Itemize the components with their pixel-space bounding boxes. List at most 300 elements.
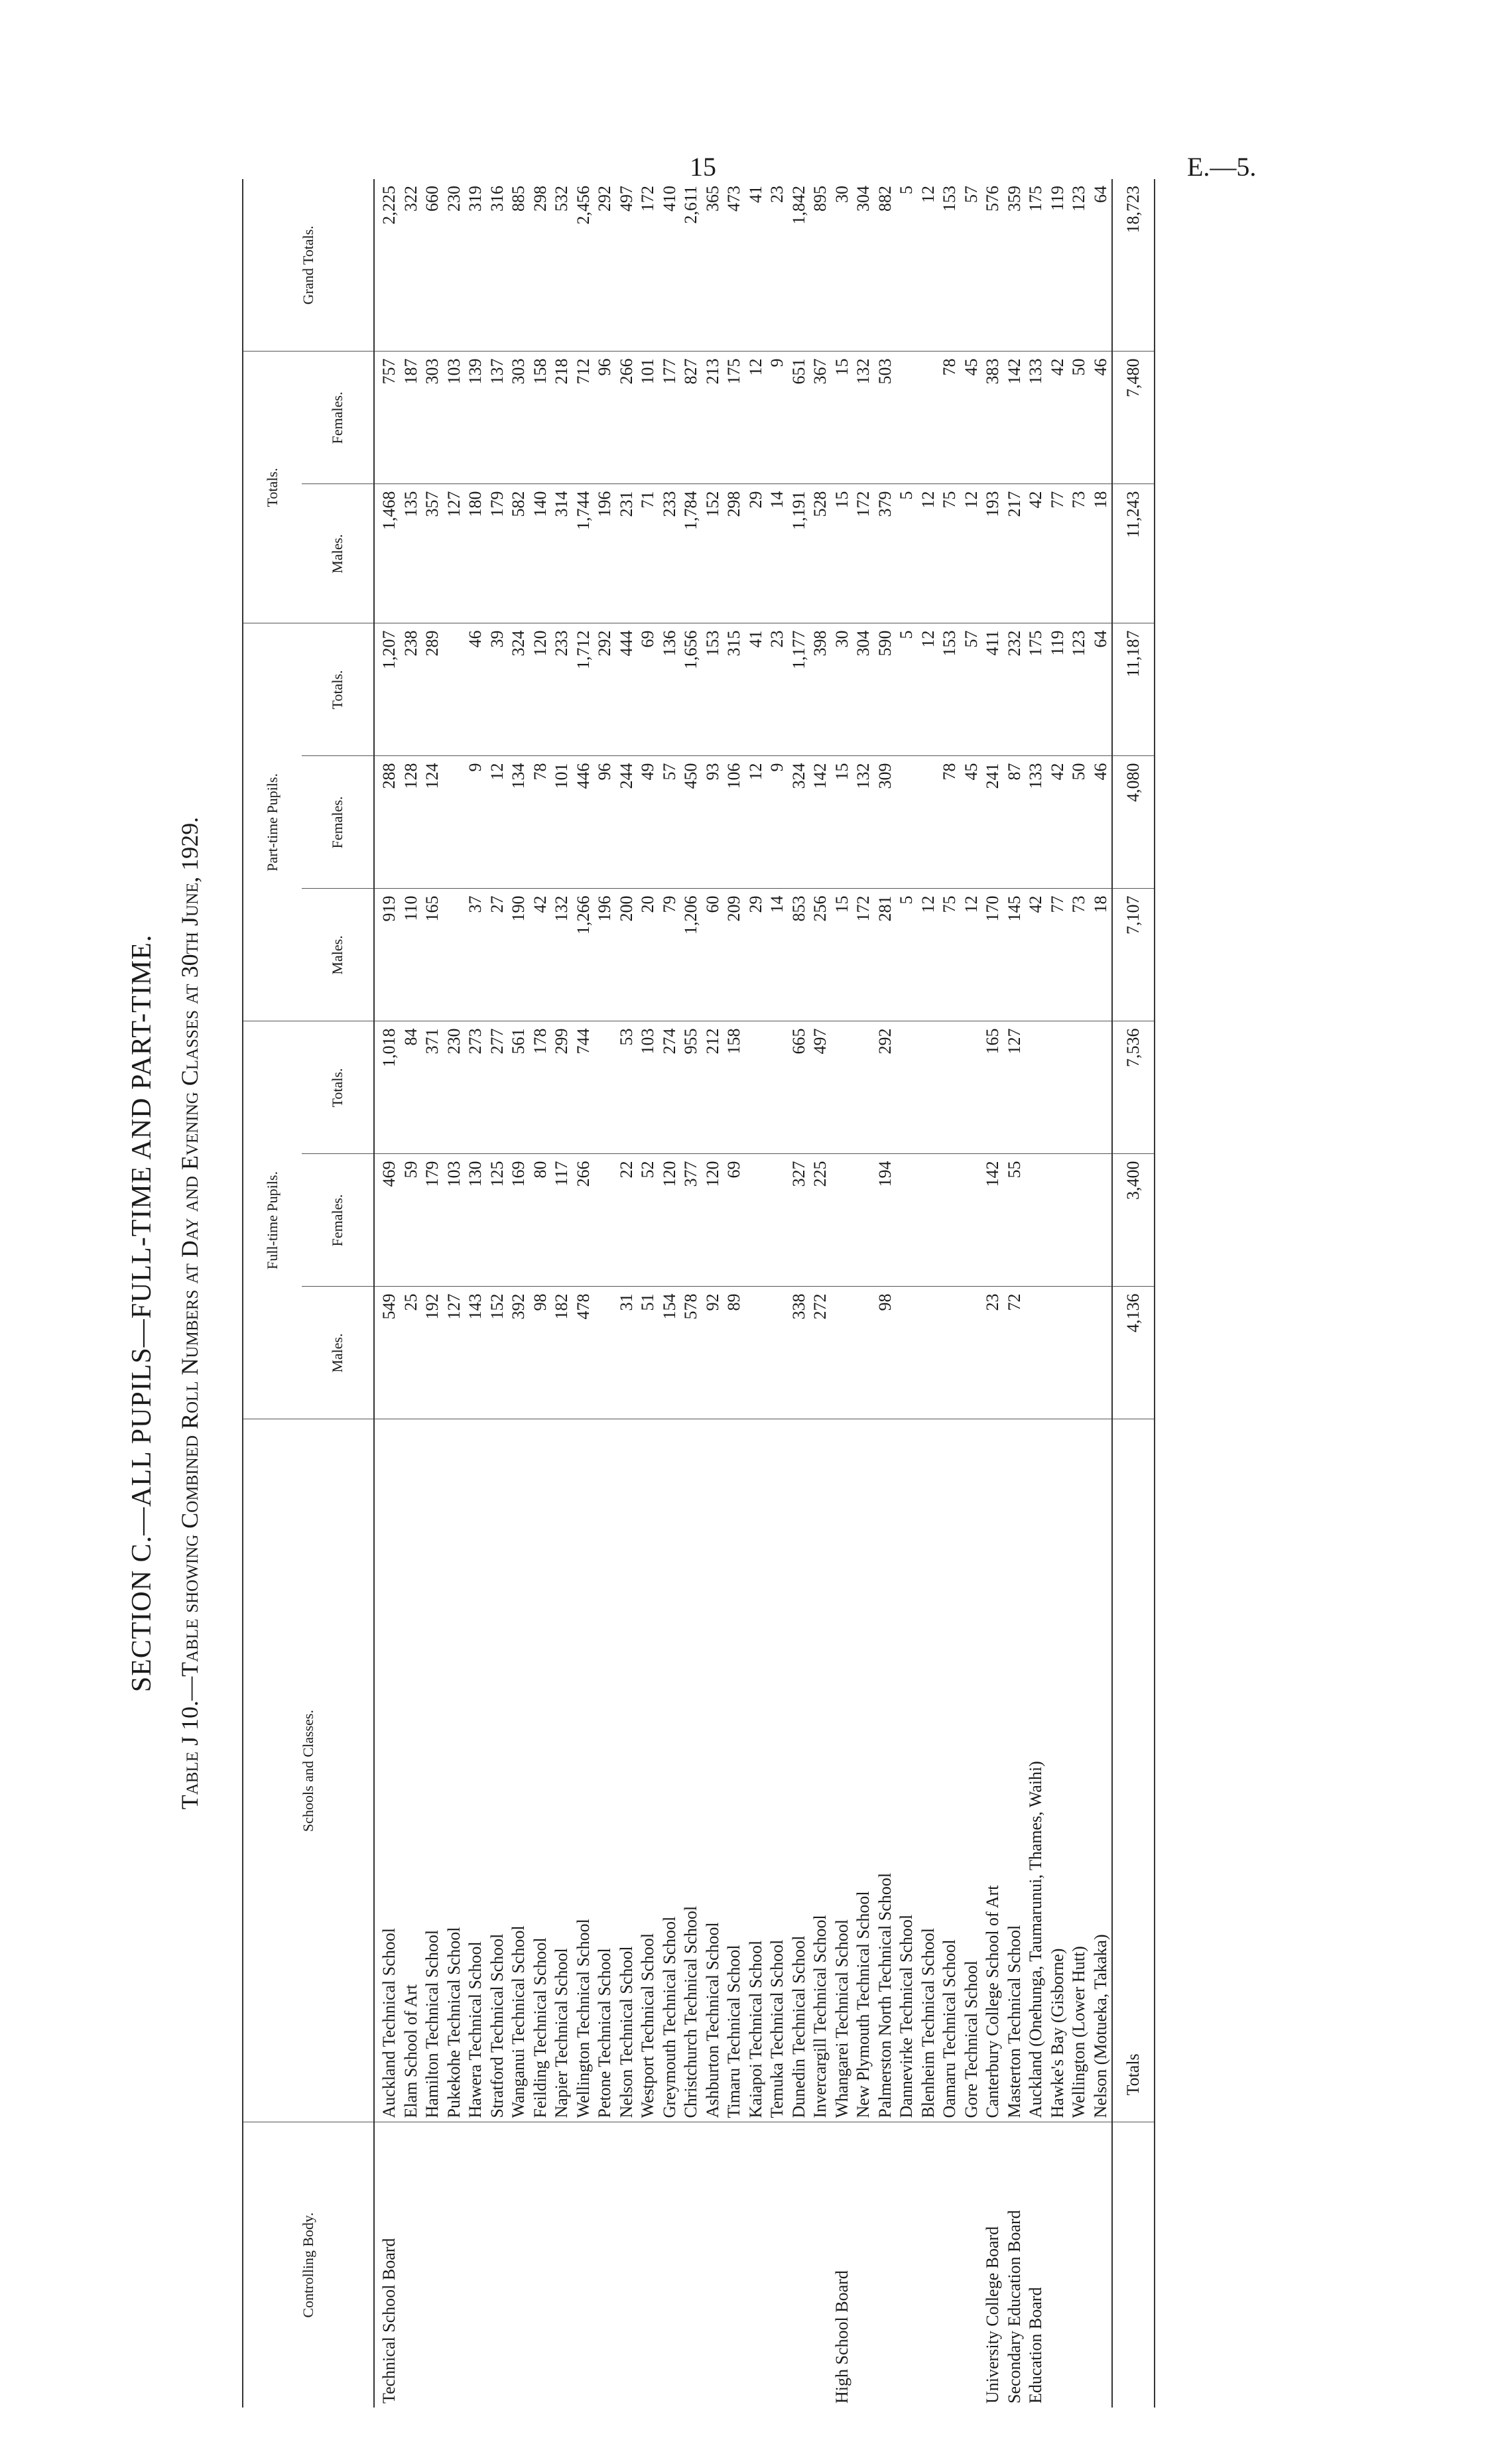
ft-males-cell: 31 <box>616 1287 638 1419</box>
grand-total-cell: 885 <box>508 179 530 352</box>
school-name-cell: Greymouth Technical School <box>659 1419 681 2122</box>
pt-females-cell: 12 <box>487 756 509 889</box>
ft-females-cell <box>961 1154 983 1287</box>
pt-totals-cell: 1,656 <box>680 623 702 756</box>
controlling-body-cell <box>573 2122 595 2408</box>
ft-totals-cell: 127 <box>1004 1021 1026 1154</box>
ft-females-cell <box>832 1154 853 1287</box>
ft-totals-cell <box>1025 1021 1047 1154</box>
controlling-body-cell <box>939 2122 961 2408</box>
t-females-cell: 158 <box>530 352 552 484</box>
totals-pt-totals: 11,187 <box>1112 623 1155 756</box>
ft-females-cell: 266 <box>573 1154 595 1287</box>
table-row <box>788 179 810 2408</box>
grand-total-cell: 172 <box>637 179 659 352</box>
grand-total-cell: 119 <box>1047 179 1069 352</box>
t-females-cell: 177 <box>659 352 681 484</box>
school-name-cell: Masterton Technical School <box>1004 1419 1026 2122</box>
school-name-cell: Blenheim Technical School <box>918 1419 940 2122</box>
controlling-body-cell <box>853 2122 875 2408</box>
ft-totals-cell: 178 <box>530 1021 552 1154</box>
pt-totals-cell: 289 <box>422 623 444 756</box>
t-females-cell: 266 <box>616 352 638 484</box>
grand-total-cell: 30 <box>832 179 853 352</box>
t-females-cell: 651 <box>788 352 810 484</box>
pt-females-cell: 45 <box>961 756 983 889</box>
school-name-cell: Hamilton Technical School <box>422 1419 444 2122</box>
t-females-cell: 139 <box>465 352 487 484</box>
ft-females-cell: 225 <box>810 1154 832 1287</box>
t-males-cell: 196 <box>594 484 616 623</box>
pt-males-cell: 200 <box>616 889 638 1021</box>
school-name-cell: Wellington Technical School <box>573 1419 595 2122</box>
ft-males-cell: 89 <box>724 1287 745 1419</box>
grand-total-cell: 882 <box>875 179 897 352</box>
pt-totals-cell: 444 <box>616 623 638 756</box>
controlling-body-cell <box>1047 2122 1069 2408</box>
ft-males-cell: 338 <box>788 1287 810 1419</box>
ft-totals-cell <box>896 1021 918 1154</box>
ft-females-cell <box>896 1154 918 1287</box>
controlling-body-cell <box>767 2122 788 2408</box>
ft-totals-cell <box>918 1021 940 1154</box>
ft-males-cell <box>939 1287 961 1419</box>
table-row <box>374 179 401 2408</box>
pt-males-cell: 196 <box>594 889 616 1021</box>
ft-males-cell: 98 <box>530 1287 552 1419</box>
ft-females-cell <box>594 1154 616 1287</box>
totals-t-males: 11,243 <box>1112 484 1155 623</box>
ft-totals-cell: 371 <box>422 1021 444 1154</box>
t-females-cell: 503 <box>875 352 897 484</box>
controlling-body-cell <box>637 2122 659 2408</box>
ft-females-cell: 169 <box>508 1154 530 1287</box>
ft-totals-cell: 165 <box>982 1021 1004 1154</box>
ft-totals-cell: 103 <box>637 1021 659 1154</box>
controlling-body-cell <box>810 2122 832 2408</box>
totals-ft-males: 4,136 <box>1112 1287 1155 1419</box>
pt-totals-cell: 39 <box>487 623 509 756</box>
t-females-cell: 46 <box>1090 352 1113 484</box>
ft-totals-cell <box>745 1021 767 1154</box>
pt-females-cell: 324 <box>788 756 810 889</box>
t-males-cell: 528 <box>810 484 832 623</box>
t-males-cell: 5 <box>896 484 918 623</box>
school-name-cell: Wanganui Technical School <box>508 1419 530 2122</box>
totals-ft-females: 3,400 <box>1112 1154 1155 1287</box>
totals-pt-males: 7,107 <box>1112 889 1155 1021</box>
pt-males-cell: 209 <box>724 889 745 1021</box>
ft-males-cell: 72 <box>1004 1287 1026 1419</box>
t-females-cell: 133 <box>1025 352 1047 484</box>
controlling-body-cell <box>680 2122 702 2408</box>
t-females-cell: 78 <box>939 352 961 484</box>
t-females-cell: 175 <box>724 352 745 484</box>
pt-males-cell: 14 <box>767 889 788 1021</box>
pt-males-cell: 172 <box>853 889 875 1021</box>
ft-totals-cell: 212 <box>702 1021 724 1154</box>
school-name-cell: Canterbury College School of Art <box>982 1419 1004 2122</box>
pt-totals-cell: 30 <box>832 623 853 756</box>
t-females-cell: 303 <box>422 352 444 484</box>
pt-males-cell: 79 <box>659 889 681 1021</box>
ft-females-cell: 117 <box>551 1154 573 1287</box>
controlling-body-cell <box>508 2122 530 2408</box>
school-name-cell: Napier Technical School <box>551 1419 573 2122</box>
ft-males-cell <box>594 1287 616 1419</box>
pt-females-cell: 133 <box>1025 756 1047 889</box>
ft-females-cell: 327 <box>788 1154 810 1287</box>
table-row <box>918 179 940 2408</box>
t-males-cell: 135 <box>401 484 422 623</box>
controlling-body-cell <box>487 2122 509 2408</box>
t-males-cell: 71 <box>637 484 659 623</box>
grand-total-cell: 12 <box>918 179 940 352</box>
t-males-cell: 233 <box>659 484 681 623</box>
pt-males-cell: 27 <box>487 889 509 1021</box>
t-females-cell: 132 <box>853 352 875 484</box>
pt-totals-cell: 238 <box>401 623 422 756</box>
controlling-body-cell <box>659 2122 681 2408</box>
controlling-body-cell <box>422 2122 444 2408</box>
header-ft-females: Females. <box>302 1154 374 1287</box>
pt-females-cell: 96 <box>594 756 616 889</box>
t-females-cell: 103 <box>444 352 466 484</box>
header-t-males: Males. <box>302 484 374 623</box>
pt-females-cell: 288 <box>374 756 401 889</box>
school-name-cell: Timaru Technical School <box>724 1419 745 2122</box>
ft-females-cell <box>1025 1154 1047 1287</box>
pt-totals-cell: 41 <box>745 623 767 756</box>
ft-males-cell <box>853 1287 875 1419</box>
school-name-cell: Christchurch Technical School <box>680 1419 702 2122</box>
t-males-cell: 12 <box>961 484 983 623</box>
grand-total-cell: 316 <box>487 179 509 352</box>
t-males-cell: 357 <box>422 484 444 623</box>
ft-females-cell: 22 <box>616 1154 638 1287</box>
pt-totals-cell: 46 <box>465 623 487 756</box>
controlling-body-cell: Education Board <box>1026 2287 1045 2404</box>
ft-totals-cell: 497 <box>810 1021 832 1154</box>
totals-t-females: 7,480 <box>1112 352 1155 484</box>
pt-totals-cell: 590 <box>875 623 897 756</box>
pt-females-cell: 9 <box>465 756 487 889</box>
ft-males-cell: 23 <box>982 1287 1004 1419</box>
ft-totals-cell: 744 <box>573 1021 595 1154</box>
table-row <box>875 179 897 2408</box>
ft-females-cell: 142 <box>982 1154 1004 1287</box>
t-females-cell: 12 <box>745 352 767 484</box>
sheet-reference: E.—5. <box>1187 152 1257 182</box>
ft-females-cell: 69 <box>724 1154 745 1287</box>
t-males-cell: 217 <box>1004 484 1026 623</box>
pt-males-cell <box>444 889 466 1021</box>
table-row <box>982 179 1004 2408</box>
pt-totals-cell: 292 <box>594 623 616 756</box>
header-controlling-body: Controlling Body. <box>300 2212 316 2318</box>
pt-females-cell: 57 <box>659 756 681 889</box>
ft-totals-cell <box>1068 1021 1090 1154</box>
pt-females-cell: 309 <box>875 756 897 889</box>
t-males-cell: 152 <box>702 484 724 623</box>
totals-body-cell <box>1112 2122 1155 2408</box>
pt-totals-cell: 123 <box>1068 623 1090 756</box>
pt-totals-cell: 1,712 <box>573 623 595 756</box>
grand-total-cell: 576 <box>982 179 1004 352</box>
header-schools: Schools and Classes. <box>243 1419 374 2122</box>
t-males-cell: 193 <box>982 484 1004 623</box>
ft-females-cell <box>767 1154 788 1287</box>
pt-females-cell: 15 <box>832 756 853 889</box>
school-name-cell: Palmerston North Technical School <box>875 1419 897 2122</box>
pt-males-cell: 132 <box>551 889 573 1021</box>
controlling-body-cell <box>961 2122 983 2408</box>
ft-females-cell: 55 <box>1004 1154 1026 1287</box>
pt-totals-cell: 1,177 <box>788 623 810 756</box>
t-males-cell: 582 <box>508 484 530 623</box>
pt-males-cell: 20 <box>637 889 659 1021</box>
pt-totals-cell: 398 <box>810 623 832 756</box>
ft-males-cell: 578 <box>680 1287 702 1419</box>
pt-totals-cell: 57 <box>961 623 983 756</box>
pt-females-cell: 128 <box>401 756 422 889</box>
controlling-body-cell <box>896 2122 918 2408</box>
ft-males-cell: 154 <box>659 1287 681 1419</box>
ft-females-cell: 103 <box>444 1154 466 1287</box>
t-females-cell: 187 <box>401 352 422 484</box>
table-row <box>616 179 638 2408</box>
pt-males-cell: 73 <box>1068 889 1090 1021</box>
ft-totals-cell: 274 <box>659 1021 681 1154</box>
school-name-cell: Feilding Technical School <box>530 1419 552 2122</box>
ft-males-cell <box>896 1287 918 1419</box>
grand-total-cell: 298 <box>530 179 552 352</box>
header-totals: Totals. <box>243 352 302 623</box>
t-males-cell: 231 <box>616 484 638 623</box>
controlling-body-cell <box>1090 2122 1113 2408</box>
ft-females-cell <box>1068 1154 1090 1287</box>
ft-males-cell <box>745 1287 767 1419</box>
t-females-cell: 218 <box>551 352 573 484</box>
school-name-cell: Nelson (Motueka, Takaka) <box>1090 1419 1113 2122</box>
controlling-body-cell <box>724 2122 745 2408</box>
controlling-body-cell <box>788 2122 810 2408</box>
pt-males-cell: 919 <box>374 889 401 1021</box>
t-males-cell: 298 <box>724 484 745 623</box>
ft-totals-cell <box>961 1021 983 1154</box>
table-row <box>810 179 832 2408</box>
section-title: SECTION C.—ALL PUPILS—FULL-TIME AND PART-TIME. <box>127 934 157 1693</box>
ft-males-cell <box>1068 1287 1090 1419</box>
controlling-body-cell <box>465 2122 487 2408</box>
header-full-time: Full-time Pupils. <box>243 1021 302 1419</box>
grand-total-cell: 5 <box>896 179 918 352</box>
ft-females-cell: 120 <box>659 1154 681 1287</box>
school-name-cell: Hawke's Bay (Gisborne) <box>1047 1419 1069 2122</box>
ft-females-cell: 52 <box>637 1154 659 1287</box>
t-males-cell: 29 <box>745 484 767 623</box>
table-row <box>896 179 918 2408</box>
ft-totals-cell <box>1090 1021 1113 1154</box>
t-males-cell: 172 <box>853 484 875 623</box>
pt-females-cell: 12 <box>745 756 767 889</box>
controlling-body-cell <box>551 2122 573 2408</box>
pt-males-cell: 256 <box>810 889 832 1021</box>
grand-total-cell: 2,456 <box>573 179 595 352</box>
controlling-body-cell <box>401 2122 422 2408</box>
grand-total-cell: 64 <box>1090 179 1113 352</box>
header-t-females: Females. <box>302 352 374 484</box>
pt-males-cell: 853 <box>788 889 810 1021</box>
ft-totals-cell: 277 <box>487 1021 509 1154</box>
t-males-cell: 314 <box>551 484 573 623</box>
school-name-cell: Wellington (Lower Hutt) <box>1068 1419 1090 2122</box>
school-name-cell: Whangarei Technical School <box>832 1419 853 2122</box>
pt-females-cell: 244 <box>616 756 638 889</box>
t-males-cell: 14 <box>767 484 788 623</box>
pt-totals-cell: 233 <box>551 623 573 756</box>
pt-totals-cell: 12 <box>918 623 940 756</box>
pt-males-cell: 170 <box>982 889 1004 1021</box>
pt-males-cell: 29 <box>745 889 767 1021</box>
school-name-cell: Kaiapoi Technical School <box>745 1419 767 2122</box>
t-females-cell: 757 <box>374 352 401 484</box>
controlling-body-cell: Secondary Education Board <box>1004 2210 1024 2404</box>
grand-total-cell: 365 <box>702 179 724 352</box>
school-name-cell: Petone Technical School <box>594 1419 616 2122</box>
table-title: Table J 10.—Table showing Combined Roll Numbers at Day and Evening Classes at 30th June, 1929. <box>176 816 203 1810</box>
t-males-cell: 73 <box>1068 484 1090 623</box>
pt-females-cell <box>918 756 940 889</box>
table-row <box>702 179 724 2408</box>
ft-totals-cell: 665 <box>788 1021 810 1154</box>
ft-females-cell <box>745 1154 767 1287</box>
grand-total-cell: 319 <box>465 179 487 352</box>
table-row <box>1004 179 1026 2408</box>
table-row <box>1047 179 1069 2408</box>
pt-males-cell: 77 <box>1047 889 1069 1021</box>
pt-totals-cell: 175 <box>1025 623 1047 756</box>
t-females-cell <box>896 352 918 484</box>
pt-males-cell: 110 <box>401 889 422 1021</box>
school-name-cell: Auckland Technical School <box>374 1419 401 2122</box>
t-males-cell: 1,468 <box>374 484 401 623</box>
t-females-cell: 42 <box>1047 352 1069 484</box>
ft-totals-cell: 955 <box>680 1021 702 1154</box>
grand-total-cell: 497 <box>616 179 638 352</box>
header-part-time: Part-time Pupils. <box>243 623 302 1021</box>
t-males-cell: 179 <box>487 484 509 623</box>
ft-totals-cell <box>594 1021 616 1154</box>
ft-totals-cell: 84 <box>401 1021 422 1154</box>
controlling-body-cell <box>918 2122 940 2408</box>
ft-males-cell <box>961 1287 983 1419</box>
pt-totals-cell: 23 <box>767 623 788 756</box>
pt-males-cell: 60 <box>702 889 724 1021</box>
controlling-body-cell <box>702 2122 724 2408</box>
pt-females-cell: 241 <box>982 756 1004 889</box>
ft-females-cell: 59 <box>401 1154 422 1287</box>
ft-males-cell: 392 <box>508 1287 530 1419</box>
pt-females-cell: 78 <box>530 756 552 889</box>
t-females-cell: 45 <box>961 352 983 484</box>
ft-males-cell: 478 <box>573 1287 595 1419</box>
school-name-cell: Dunedin Technical School <box>788 1419 810 2122</box>
controlling-body-cell <box>875 2122 897 2408</box>
grand-total-cell: 895 <box>810 179 832 352</box>
pt-males-cell: 145 <box>1004 889 1026 1021</box>
school-name-cell: Nelson Technical School <box>616 1419 638 2122</box>
pt-males-cell: 42 <box>530 889 552 1021</box>
ft-females-cell: 130 <box>465 1154 487 1287</box>
controlling-body-cell: High School Board <box>832 2270 851 2404</box>
grand-total-cell: 322 <box>401 179 422 352</box>
school-name-cell: Ashburton Technical School <box>702 1419 724 2122</box>
school-name-cell: Invercargill Technical School <box>810 1419 832 2122</box>
totals-row <box>1112 179 1155 2408</box>
ft-males-cell <box>918 1287 940 1419</box>
ft-males-cell <box>1047 1287 1069 1419</box>
totals-ft-totals: 7,536 <box>1112 1021 1155 1154</box>
ft-females-cell <box>918 1154 940 1287</box>
pt-totals-cell: 153 <box>939 623 961 756</box>
controlling-body-cell <box>616 2122 638 2408</box>
t-males-cell: 180 <box>465 484 487 623</box>
totals-label: Totals <box>1112 1419 1155 2122</box>
ft-males-cell <box>832 1287 853 1419</box>
header-pt-females: Females. <box>302 756 374 889</box>
pt-males-cell: 165 <box>422 889 444 1021</box>
controlling-body-cell <box>530 2122 552 2408</box>
pt-totals-cell: 232 <box>1004 623 1026 756</box>
table-row <box>939 179 961 2408</box>
totals-grand: 18,723 <box>1112 179 1155 352</box>
pt-totals-cell: 411 <box>982 623 1004 756</box>
table-row <box>573 179 595 2408</box>
header-ft-males: Males. <box>302 1287 374 1419</box>
grand-total-cell: 532 <box>551 179 573 352</box>
pt-totals-cell: 324 <box>508 623 530 756</box>
ft-females-cell <box>853 1154 875 1287</box>
school-name-cell: Auckland (Onehunga, Taumarunui, Thames, Waihi) <box>1025 1419 1047 2122</box>
school-name-cell: Westport Technical School <box>637 1419 659 2122</box>
pt-males-cell: 15 <box>832 889 853 1021</box>
header-ft-totals: Totals. <box>302 1021 374 1154</box>
controlling-body-cell <box>594 2122 616 2408</box>
ft-males-cell: 143 <box>465 1287 487 1419</box>
pt-totals-cell: 136 <box>659 623 681 756</box>
pt-totals-cell: 304 <box>853 623 875 756</box>
table-row <box>724 179 745 2408</box>
pt-males-cell: 1,206 <box>680 889 702 1021</box>
ft-totals-cell: 158 <box>724 1021 745 1154</box>
table-row <box>530 179 552 2408</box>
ft-males-cell <box>767 1287 788 1419</box>
ft-males-cell: 51 <box>637 1287 659 1419</box>
pt-females-cell <box>444 756 466 889</box>
ft-females-cell: 125 <box>487 1154 509 1287</box>
school-name-cell: Dannevirke Technical School <box>896 1419 918 2122</box>
pt-males-cell: 1,266 <box>573 889 595 1021</box>
t-males-cell: 75 <box>939 484 961 623</box>
pt-males-cell: 190 <box>508 889 530 1021</box>
grand-total-cell: 41 <box>745 179 767 352</box>
pt-females-cell: 9 <box>767 756 788 889</box>
ft-males-cell <box>1025 1287 1047 1419</box>
grand-total-cell: 1,842 <box>788 179 810 352</box>
ft-totals-cell <box>832 1021 853 1154</box>
pt-males-cell: 37 <box>465 889 487 1021</box>
